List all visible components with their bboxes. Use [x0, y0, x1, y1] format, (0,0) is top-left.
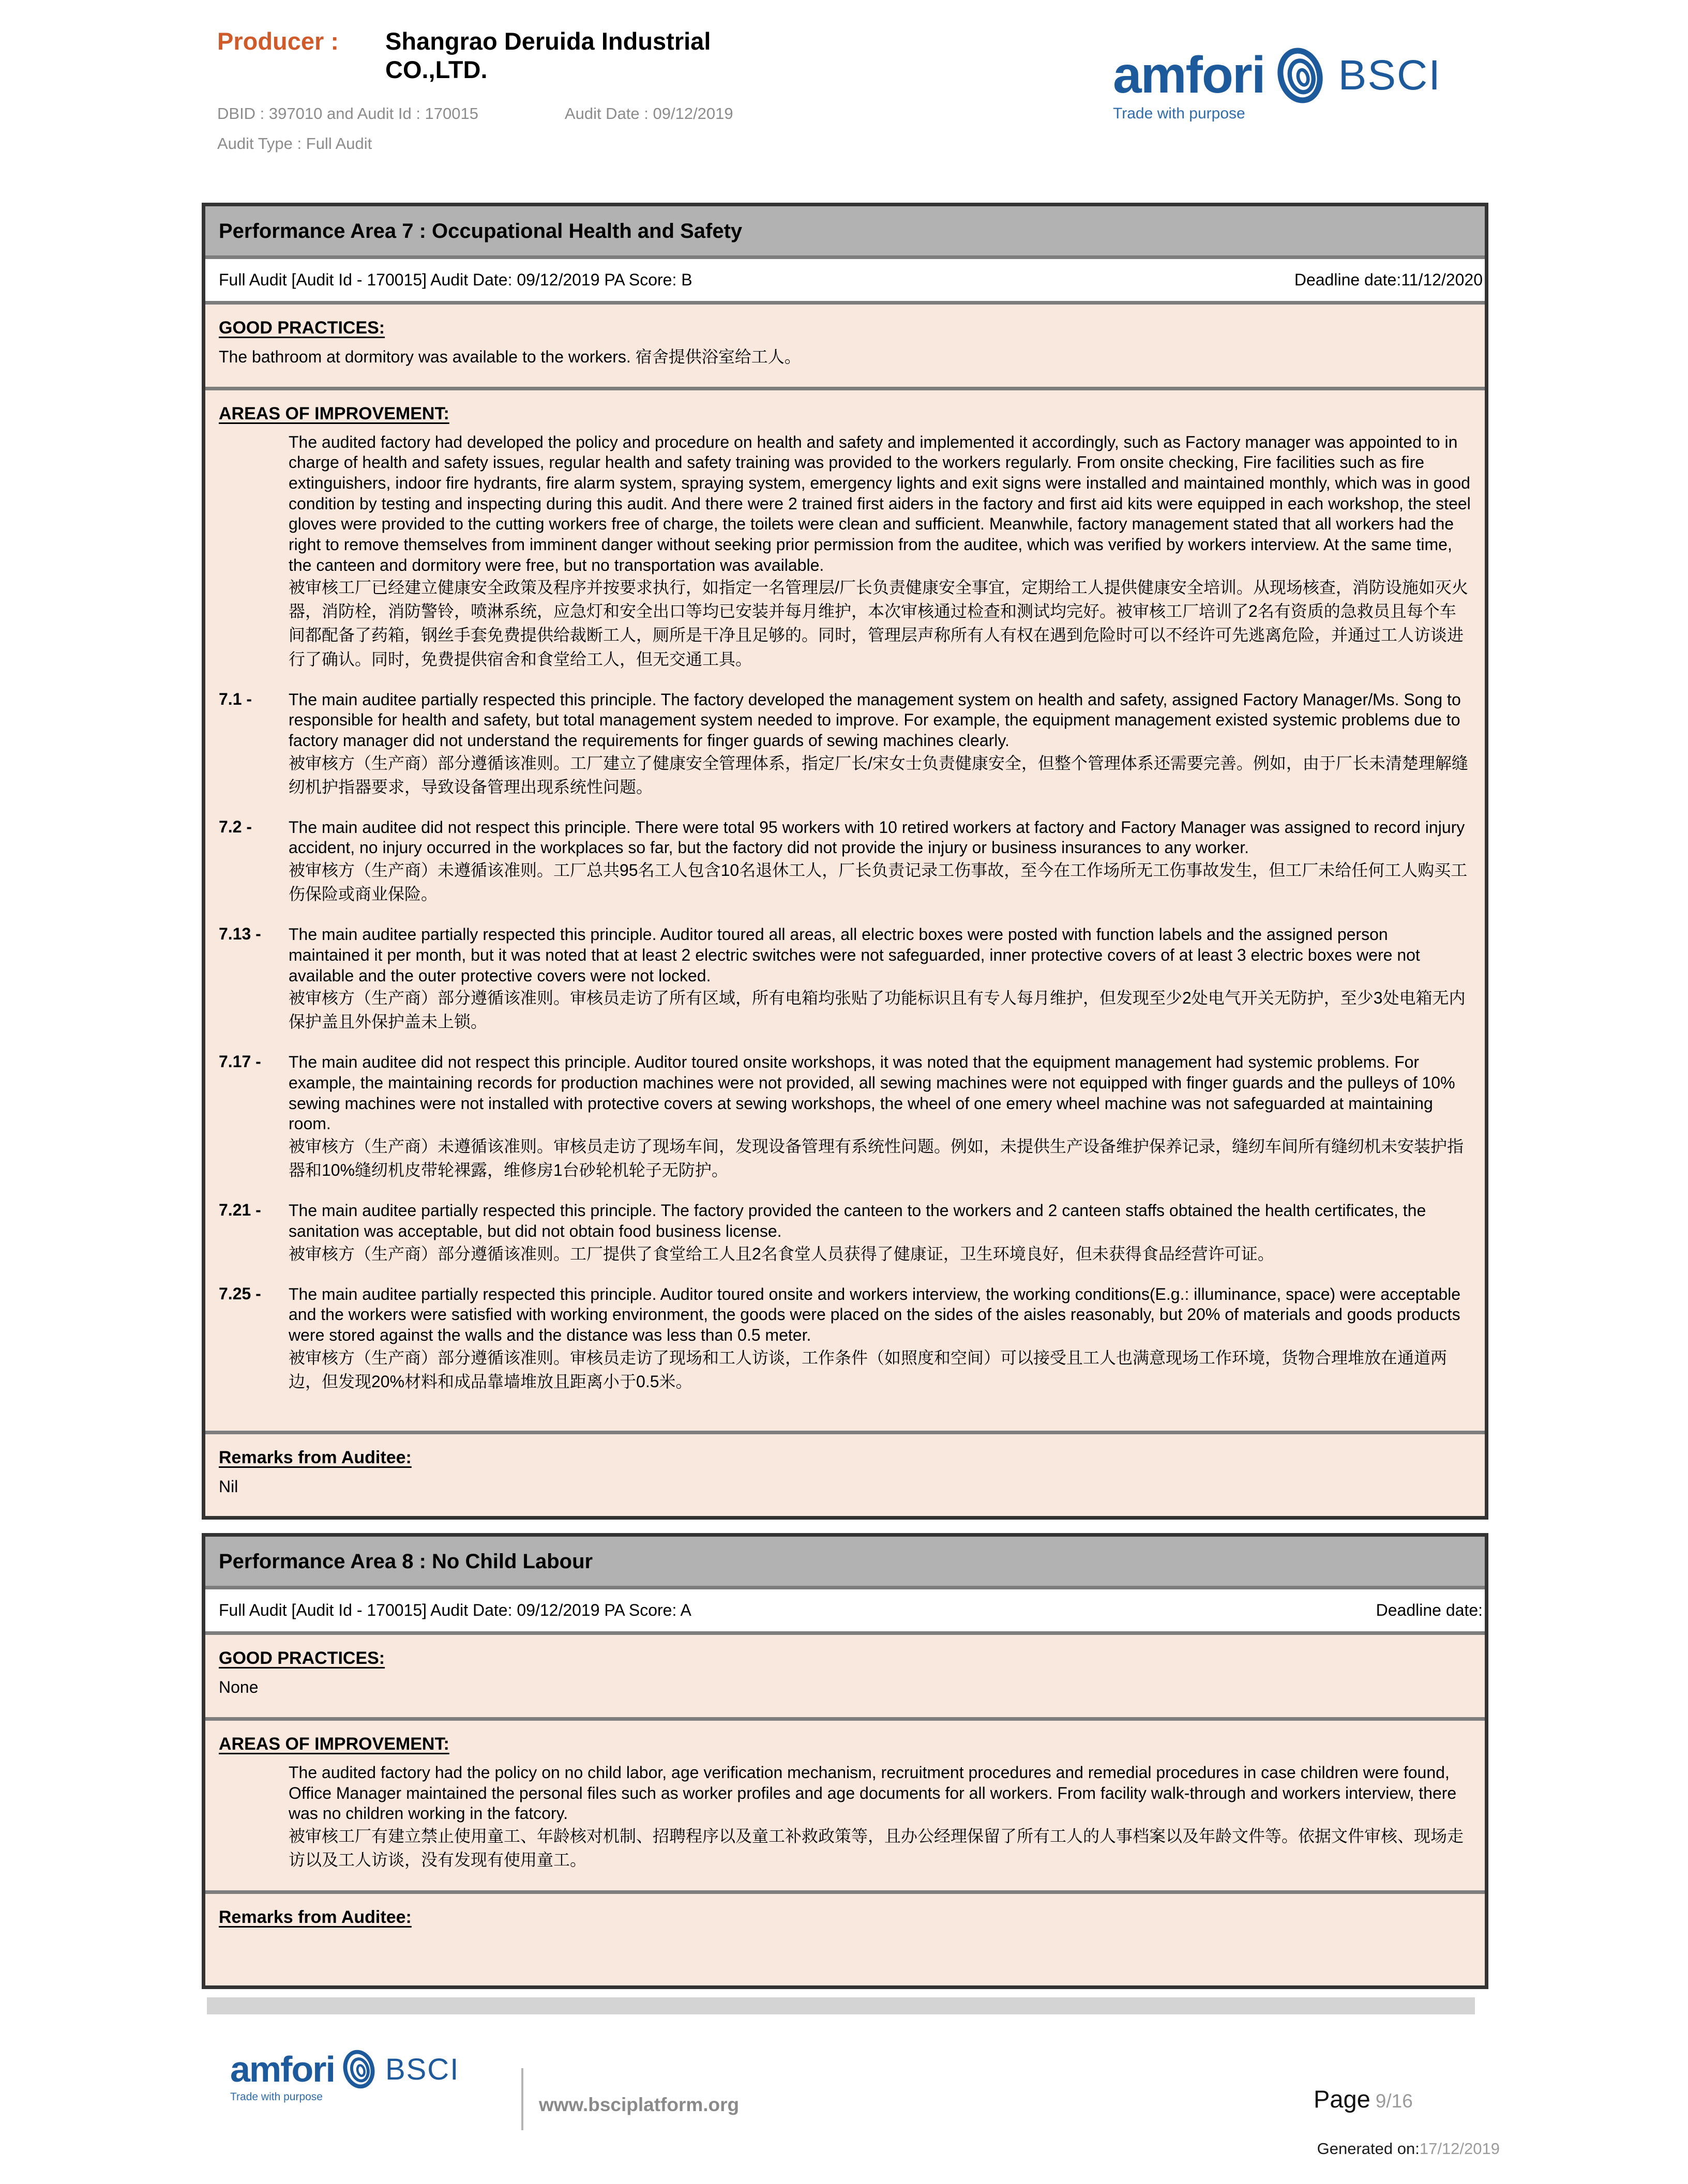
pa7-title: Performance Area 7 : Occupational Health and Safety — [205, 206, 1485, 255]
pa8-remarks-section — [205, 1890, 1485, 1985]
amfori-bsci-logo-row — [1113, 46, 1441, 105]
finding-text-en: The main auditee partially respected this principle. The factory provided the canteen to the workers and 2 canteen staffs obtained the health certificates, the sanitation was acceptable, but did not obtain food business license. — [289, 1201, 1426, 1240]
document-header — [0, 0, 1688, 203]
dbid-audit-id: DBID : 397010 and Audit Id : 170015 — [217, 104, 478, 123]
finding-item — [219, 1284, 1471, 1393]
finding-text-zh: 被审核方（生产商）未遵循该准则。审核员走访了现场车间，发现设备管理有系统性问题。例如，未提供生产设备维护保养记录，缝纫车间所有缝纫机未安装护指器和10%缝纫机皮带轮裸露，维修房1台砂轮机轮子无防护。 — [289, 1137, 1464, 1180]
finding-number: 7.2 - — [219, 817, 252, 836]
pa7-deadline-date: Deadline date:11/12/2020 — [1294, 270, 1483, 289]
finding-text-en: The main auditee partially respected this principle. Auditor toured all areas, all electric boxes were posted with function labels and the assigned person maintained it per month, but it was noted that at least 2 electric switches were not safeguarded, inner protective covers of at least 3 electric boxes were not available and the outer protective covers were not locked. — [289, 925, 1420, 985]
pa8-summary-zh: 被审核工厂有建立禁止使用童工、年龄核对机制、招聘程序以及童工补救政策等，且办公经理保留了所有工人的人事档案以及年龄文件等。依据文件审核、现场走访以及工人访谈，没有发现有使用童工。 — [289, 1827, 1464, 1870]
amfori-bsci-logo — [1113, 46, 1441, 123]
pa7-remarks-section — [205, 1431, 1485, 1516]
page-value: 9/16 — [1375, 2090, 1413, 2112]
pa7-audit-meta: Full Audit [Audit Id - 170015] Audit Date: 09/12/2019 PA Score: B — [219, 270, 692, 289]
pa8-audit-meta: Full Audit [Audit Id - 170015] Audit Date: 09/12/2019 PA Score: A — [219, 1601, 691, 1620]
finding-text-en: The main auditee did not respect this principle. Auditor toured onsite workshops, it was noted that the equipment management had systemic problems. For example, the maintaining records for production machines were not provided, all sewing machines were not equipped with finger guards and the pulleys of 10% sewing machines were not installed with protective covers at sewing workshops, the wheel of one emery wheel machine was not safeguarded at maintaining room. — [289, 1053, 1455, 1133]
finding-item — [219, 924, 1471, 1034]
header-meta-line — [217, 104, 1148, 123]
producer-label: Producer : — [217, 27, 339, 55]
generated-label: Generated on: — [1317, 2140, 1420, 2158]
generated-value: 17/12/2019 — [1419, 2140, 1500, 2158]
page-label: Page — [1314, 2085, 1370, 2113]
finding-item — [219, 1201, 1471, 1265]
pa8-summary-en: The audited factory had the policy on no child labor, age verification mechanism, recruitment procedures and remedial procedures in case children were found, Office Manager maintained the personal files such as worker profiles and age documents for all workers. From facility walk-through and workers interview, there was no children working in the fatcory. — [289, 1763, 1457, 1823]
areas-heading: AREAS OF IMPROVEMENT: — [219, 1734, 449, 1754]
amfori-swirl-icon — [1275, 47, 1325, 104]
amfori-wordmark: amfori — [230, 2049, 335, 2089]
report-body — [202, 203, 1488, 1989]
finding-text-en: The main auditee partially respected this principle. The factory developed the management system on health and safety, assigned Factory Manager/Ms. Song to responsible for health and safety, but total management system needed to improve. For example, the equipment management existed systemic problems due to factory manager did not understand the requirements for finger guards of sewing machines clearly. — [289, 690, 1461, 750]
pa7-summary-en: The audited factory had developed the policy and procedure on health and safety and implemented it accordingly, such as Factory manager was appointed to in charge of health and safety issues, regular health and safety training was provided to the workers regularly. From onsite checking, Fire facilities such as fire extinguishers, indoor fire hydrants, fire alarm system, spraying system, emergency lights and exit signs were installed and maintained monthly, which was in good condition by testing and inspecting during this audit. And there were 2 trained first aiders in the factory and first aid kits were equipped in each workshop, the steel gloves were provided to the cutting workers free of charge, the toilets were clean and sufficient. Meanwhile, factory management stated that all workers had the right to remove themselves from imminent danger without seeking prior permission from the auditee, which was verified by workers interview. At the same time, the canteen and dormitory were free, but no transportation was available. — [289, 432, 1471, 574]
good-practices-text: The bathroom at dormitory was available to the workers. 宿舍提供浴室给工人。 — [219, 347, 801, 366]
pa7-meta-row — [205, 255, 1485, 305]
finding-number: 7.21 - — [219, 1201, 261, 1220]
finding-number: 7.13 - — [219, 924, 261, 944]
pa8-areas-section — [205, 1717, 1485, 1890]
generated-on — [1317, 2140, 1500, 2158]
areas-heading: AREAS OF IMPROVEMENT: — [219, 403, 449, 423]
finding-text-zh: 被审核方（生产商）部分遵循该准则。工厂建立了健康安全管理体系，指定厂长/宋女士负责健康安全，但整个管理体系还需要完善。例如，由于厂长未清楚理解缝纫机护指器要求，导致设备管理出现系统性问题。 — [289, 753, 1468, 796]
producer-name: Shangrao Deruida Industrial CO.,LTD. — [385, 27, 711, 84]
amfori-swirl-icon — [342, 2049, 376, 2089]
page-number — [1314, 2085, 1495, 2113]
finding-number: 7.1 - — [219, 689, 252, 708]
pa8-meta-row — [205, 1586, 1485, 1635]
finding-text-zh: 被审核方（生产商）部分遵循该准则。审核员走访了所有区域，所有电箱均张贴了功能标识且有专人每月维护，但发现至少2处电气开关无防护，至少3处电箱无内保护盖且外保护盖未上锁。 — [289, 989, 1466, 1032]
bsci-platform-url: www.bsciplatform.org — [539, 2094, 740, 2115]
good-practices-heading: GOOD PRACTICES: — [219, 1648, 385, 1669]
finding-text-en: The main auditee did not respect this principle. There were total 95 workers with 10 retired workers at factory and Factory Manager was assigned to record injury accident, no injury occurred in the workplaces so far, but the factory did not provide the injury or business insurances to any worker. — [289, 817, 1465, 857]
finding-text-zh: 被审核方（生产商）部分遵循该准则。工厂提供了食堂给工人且2名食堂人员获得了健康证，卫生环境良好，但未获得食品经营许可证。 — [289, 1244, 1274, 1263]
good-practices-heading: GOOD PRACTICES: — [219, 318, 385, 338]
finding-item — [219, 1052, 1471, 1182]
pa7-summary — [289, 432, 1471, 671]
amfori-bsci-footer-logo — [230, 2049, 459, 2103]
pa8-table — [202, 1533, 1488, 1989]
pa8-summary — [289, 1763, 1471, 1872]
finding-number: 7.17 - — [219, 1052, 261, 1071]
finding-number: 7.25 - — [219, 1284, 261, 1303]
footer-divider-bar — [207, 1997, 1475, 2014]
producer-row — [217, 27, 768, 84]
amfori-wordmark: amfori — [1113, 46, 1265, 104]
pa8-title: Performance Area 8 : No Child Labour — [205, 1537, 1485, 1586]
pa7-areas-section — [205, 387, 1485, 1431]
finding-text-zh: 被审核方（生产商）未遵循该准则。工厂总共95名工人包含10名退休工人，厂长负责记录工伤事故，至今在工作场所无工伤事故发生，但工厂未给任何工人购买工伤保险或商业保险。 — [289, 861, 1468, 904]
footer-vertical-rule — [521, 2068, 523, 2130]
audit-date: Audit Date : 09/12/2019 — [564, 104, 733, 123]
remarks-text: Nil — [219, 1477, 238, 1496]
finding-item — [219, 690, 1471, 799]
pa7-table — [202, 203, 1488, 1520]
remarks-heading: Remarks from Auditee: — [219, 1907, 412, 1928]
pa8-good-practices-section — [205, 1635, 1485, 1717]
pa7-good-practices-section — [205, 305, 1485, 387]
audit-type: Audit Type : Full Audit — [217, 134, 372, 153]
pa7-summary-zh: 被审核工厂已经建立健康安全政策及程序并按要求执行，如指定一名管理层/厂长负责健康安全事宜，定期给工人提供健康安全培训。从现场核查，消防设施如灭火器，消防栓，消防警铃，喷淋系统，应急灯和安全出口等均已安装并每月维护，本次审核通过检查和测试均完好。被审核工厂培训了2名有资质的急救员且每个车间都配备了药箱，钢丝手套免费提供给裁断工人，厕所是干净且足够的。同时，管理层声称所有人有权在遇到危险时可以不经许可先逃离危险，并通过工人访谈进行了确认。同时，免费提供宿舍和食堂给工人，但无交通工具。 — [289, 578, 1468, 669]
bsci-wordmark: BSCI — [385, 2052, 460, 2086]
finding-item — [219, 817, 1471, 906]
finding-text-en: The main auditee partially respected this principle. Auditor toured onsite and workers interview, the working conditions(E.g.: illuminance, space) were acceptable and the workers were satisfied with working environment, the goods were placed on the sides of the aisles reasonably, but 20% of materials and goods products were stored against the walls and the distance was less than 0.5 meter. — [289, 1284, 1461, 1345]
logo-tagline: Trade with purpose — [1113, 105, 1245, 122]
logo-tagline: Trade with purpose — [230, 2091, 323, 2103]
remarks-text — [219, 1936, 1471, 1967]
remarks-heading: Remarks from Auditee: — [219, 1447, 412, 1467]
pa8-deadline-date: Deadline date: — [1376, 1601, 1483, 1620]
bsci-wordmark: BSCI — [1338, 51, 1442, 99]
good-practices-text: None — [219, 1678, 259, 1697]
finding-text-zh: 被审核方（生产商）部分遵循该准则。审核员走访了现场和工人访谈，工作条件（如照度和空间）可以接受且工人也满意现场工作环境，货物合理堆放在通道两边，但发现20%材料和成品靠墙堆放且距离小于0.5米。 — [289, 1348, 1448, 1391]
